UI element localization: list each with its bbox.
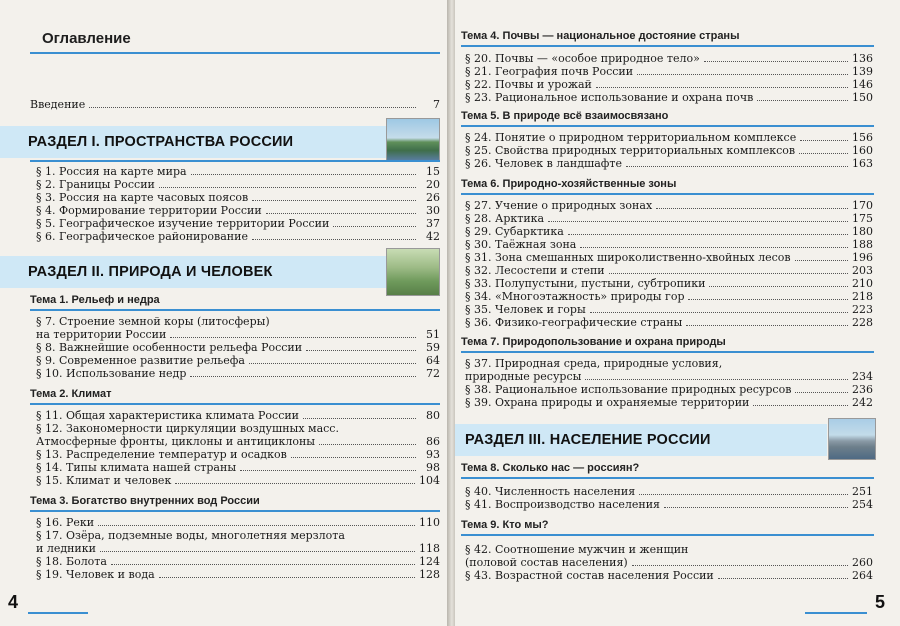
toc-entry[interactable]: § 28. Арктика 175 <box>465 212 873 225</box>
theme-8-title: Тема 8. Сколько нас — россиян? <box>461 462 640 474</box>
toc-entry[interactable]: § 27. Учение о природных зонах 170 <box>465 199 873 212</box>
theme-9-rule <box>461 534 874 536</box>
book-gutter <box>447 0 455 626</box>
toc-entry[interactable]: § 38. Рациональное использование природных ресурсов 236 <box>465 383 873 396</box>
section-1-rule <box>30 160 440 162</box>
toc-entry[interactable]: и ледники 118 <box>36 542 440 555</box>
toc-entry[interactable]: на территории России 51 <box>36 328 440 341</box>
toc-entry[interactable]: § 11. Общая характеристика климата России 80 <box>36 409 440 422</box>
theme-1-title: Тема 1. Рельеф и недра <box>30 294 160 306</box>
toc-entry[interactable]: § 4. Формирование территории России 30 <box>36 204 440 217</box>
theme-4-rule <box>461 45 874 47</box>
theme-7-title: Тема 7. Природопользование и охрана природы <box>461 336 726 348</box>
city-photo <box>828 418 876 460</box>
toc-entry[interactable]: § 1. Россия на карте мира 15 <box>36 165 440 178</box>
toc-entry[interactable]: § 3. Россия на карте часовых поясов 26 <box>36 191 440 204</box>
header-rule <box>30 52 440 54</box>
theme-6-title: Тема 6. Природно-хозяйственные зоны <box>461 178 677 190</box>
footer-rule <box>28 612 88 614</box>
theme-2-title: Тема 2. Климат <box>30 388 112 400</box>
theme-5-rule <box>461 125 874 127</box>
left-page <box>0 0 447 626</box>
toc-entry[interactable]: § 18. Болота 124 <box>36 555 440 568</box>
toc-entry[interactable]: § 10. Использование недр 72 <box>36 367 440 380</box>
theme-4-title: Тема 4. Почвы — национальное достояние страны <box>461 30 740 42</box>
toc-entry[interactable]: § 39. Охрана природы и охраняемые территории 242 <box>465 396 873 409</box>
toc-entry-text: § 7. Строение земной коры (литосферы) <box>36 315 270 328</box>
forest-photo <box>386 248 440 296</box>
toc-entry[interactable]: § 43. Возрастной состав населения России 264 <box>465 569 873 582</box>
toc-entry[interactable]: § 13. Распределение температур и осадков 93 <box>36 448 440 461</box>
toc-entry-text: § 12. Закономерности циркуляции воздушных масс. <box>36 422 339 435</box>
toc-entry[interactable]: § 20. Почвы — «особое природное тело» 136 <box>465 52 873 65</box>
toc-entry-intro[interactable]: Введение 7 <box>30 98 440 111</box>
toc-entry[interactable]: § 26. Человек в ландшафте 163 <box>465 157 873 170</box>
toc-entry[interactable]: § 23. Рациональное использование и охрана почв 150 <box>465 91 873 104</box>
theme-3-title: Тема 3. Богатство внутренних вод России <box>30 495 260 507</box>
toc-entry[interactable]: § 19. Человек и вода 128 <box>36 568 440 581</box>
theme-3-rule <box>30 510 440 512</box>
toc-entry[interactable]: § 31. Зона смешанных широколиственно-хвойных лесов 196 <box>465 251 873 264</box>
theme-6-rule <box>461 193 874 195</box>
page-number: 5 <box>875 592 886 612</box>
page-number: 4 <box>8 592 19 612</box>
toc-entry[interactable]: § 14. Типы климата нашей страны 98 <box>36 461 440 474</box>
toc-entry[interactable]: § 35. Человек и горы 223 <box>465 303 873 316</box>
toc-entry[interactable]: § 9. Современное развитие рельефа 64 <box>36 354 440 367</box>
toc-entry[interactable]: § 24. Понятие о природном территориальном комплексе 156 <box>465 131 873 144</box>
section-1-header: РАЗДЕЛ I. ПРОСТРАНСТВА РОССИИ <box>0 126 386 158</box>
toc-entry[interactable]: § 5. Географическое изучение территории России 37 <box>36 217 440 230</box>
toc-entry[interactable]: § 40. Численность населения 251 <box>465 485 873 498</box>
toc-entry[interactable]: § 2. Границы России 20 <box>36 178 440 191</box>
toc-entry[interactable]: § 29. Субарктика 180 <box>465 225 873 238</box>
section-3-header: РАЗДЕЛ III. НАСЕЛЕНИЕ РОССИИ <box>455 424 827 456</box>
toc-entry[interactable]: § 30. Таёжная зона 188 <box>465 238 873 251</box>
theme-8-rule <box>461 477 874 479</box>
toc-entry[interactable]: § 33. Полупустыни, пустыни, субтропики 210 <box>465 277 873 290</box>
toc-entry[interactable]: § 22. Почвы и урожай 146 <box>465 78 873 91</box>
toc-entry[interactable]: природные ресурсы 234 <box>465 370 873 383</box>
toc-entry[interactable]: § 25. Свойства природных территориальных комплексов 160 <box>465 144 873 157</box>
toc-entry[interactable]: (половой состав населения) 260 <box>465 556 873 569</box>
toc-entry-text: § 17. Озёра, подземные воды, многолетняя мерзлота <box>36 529 345 542</box>
toc-entry[interactable]: Атмосферные фронты, циклоны и антициклоны 86 <box>36 435 440 448</box>
theme-5-title: Тема 5. В природе всё взаимосвязано <box>461 110 669 122</box>
theme-2-rule <box>30 403 440 405</box>
footer-rule <box>805 612 867 614</box>
toc-entry[interactable]: § 15. Климат и человек 104 <box>36 474 440 487</box>
theme-7-rule <box>461 351 874 353</box>
landscape-photo <box>386 118 440 162</box>
section-2-header: РАЗДЕЛ II. ПРИРОДА И ЧЕЛОВЕК <box>0 256 386 288</box>
toc-entry[interactable]: § 16. Реки 110 <box>36 516 440 529</box>
toc-entry-text: § 37. Природная среда, природные условия, <box>465 357 723 370</box>
toc-entry[interactable]: § 36. Физико-географические страны 228 <box>465 316 873 329</box>
page-title: Оглавление <box>42 30 131 47</box>
toc-entry[interactable]: § 32. Лесостепи и степи 203 <box>465 264 873 277</box>
toc-entry[interactable]: § 21. География почв России 139 <box>465 65 873 78</box>
toc-entry[interactable]: § 34. «Многоэтажность» природы гор 218 <box>465 290 873 303</box>
theme-1-rule <box>30 309 440 311</box>
toc-entry[interactable]: § 6. Географическое районирование 42 <box>36 230 440 243</box>
toc-entry-text: § 42. Соотношение мужчин и женщин <box>465 543 689 556</box>
toc-entry[interactable]: § 8. Важнейшие особенности рельефа России 59 <box>36 341 440 354</box>
toc-entry[interactable]: § 41. Воспроизводство населения 254 <box>465 498 873 511</box>
theme-9-title: Тема 9. Кто мы? <box>461 519 549 531</box>
right-page <box>455 0 900 626</box>
